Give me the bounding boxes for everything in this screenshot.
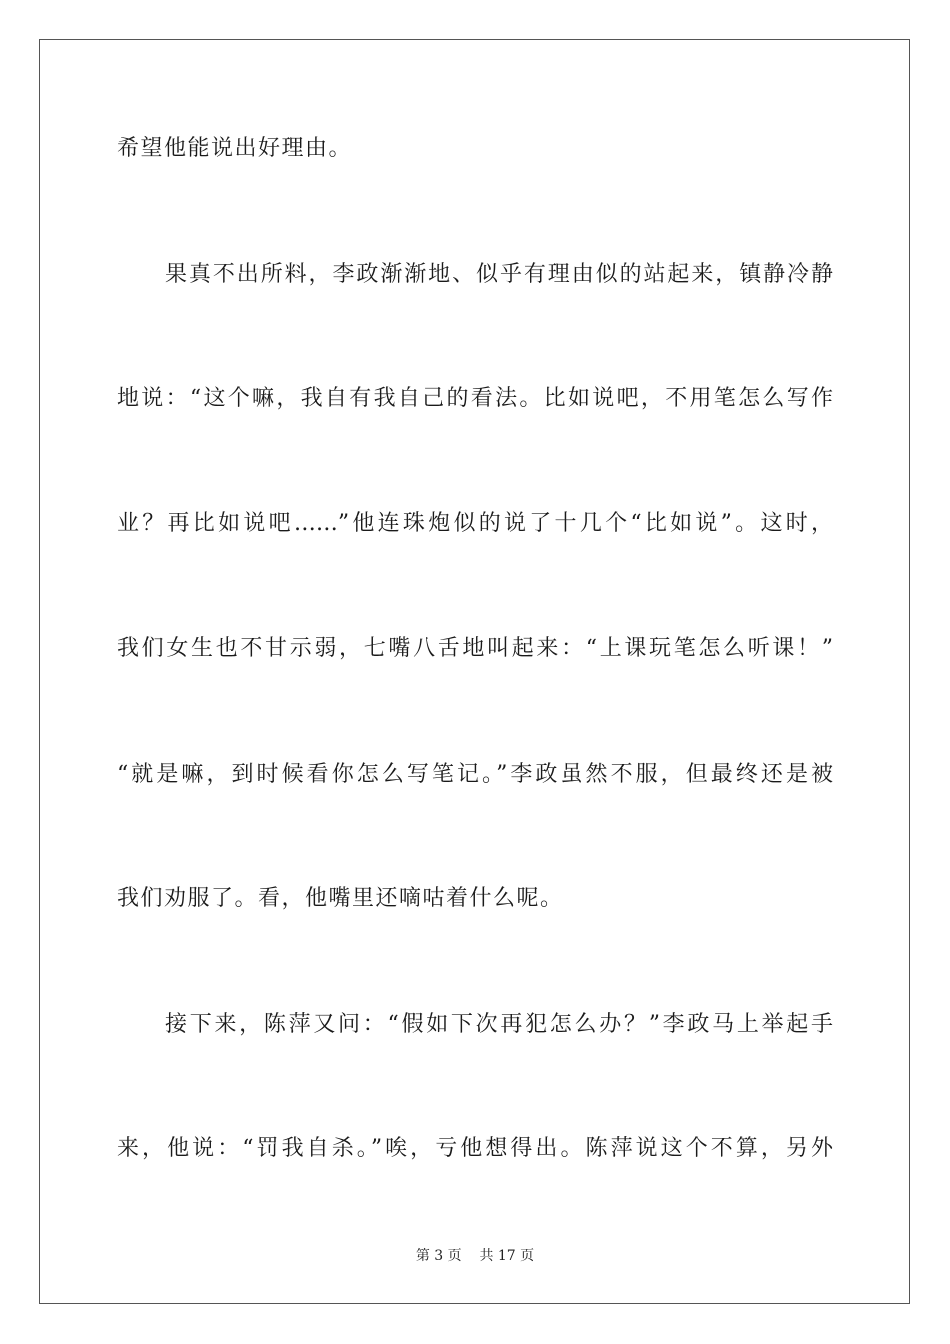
text-line-5: 我们女生也不甘示弱，七嘴八舌地叫起来：“上课玩笔怎么听课！” — [117, 636, 833, 661]
text-line-3: 地说：“这个嘛，我自有我自己的看法。比如说吧，不用笔怎么写作 — [117, 386, 833, 411]
text-line-8: 接下来，陈萍又问：“假如下次再犯怎么办？”李政马上举起手 — [165, 1012, 833, 1037]
page-number: 第 3 页 — [415, 1248, 462, 1264]
text-line-6: “就是嘛，到时候看你怎么写笔记。”李政虽然不服，但最终还是被 — [117, 762, 833, 787]
total-pages: 共 17 页 — [479, 1248, 535, 1264]
text-line-2: 果真不出所料，李政渐渐地、似乎有理由似的站起来，镇静冷静 — [165, 262, 833, 287]
text-line-4: 业？再比如说吧……”他连珠炮似的说了十几个“比如说”。这时， — [117, 511, 833, 536]
page-frame — [39, 39, 910, 1304]
page-footer — [0, 1247, 950, 1265]
text-line-7: 我们劝服了。看，他嘴里还嘀咕着什么呢。 — [117, 886, 564, 911]
text-line-9: 来，他说：“罚我自杀。”唉，亏他想得出。陈萍说这个不算，另外 — [117, 1136, 833, 1161]
text-line-1: 希望他能说出好理由。 — [117, 136, 353, 161]
